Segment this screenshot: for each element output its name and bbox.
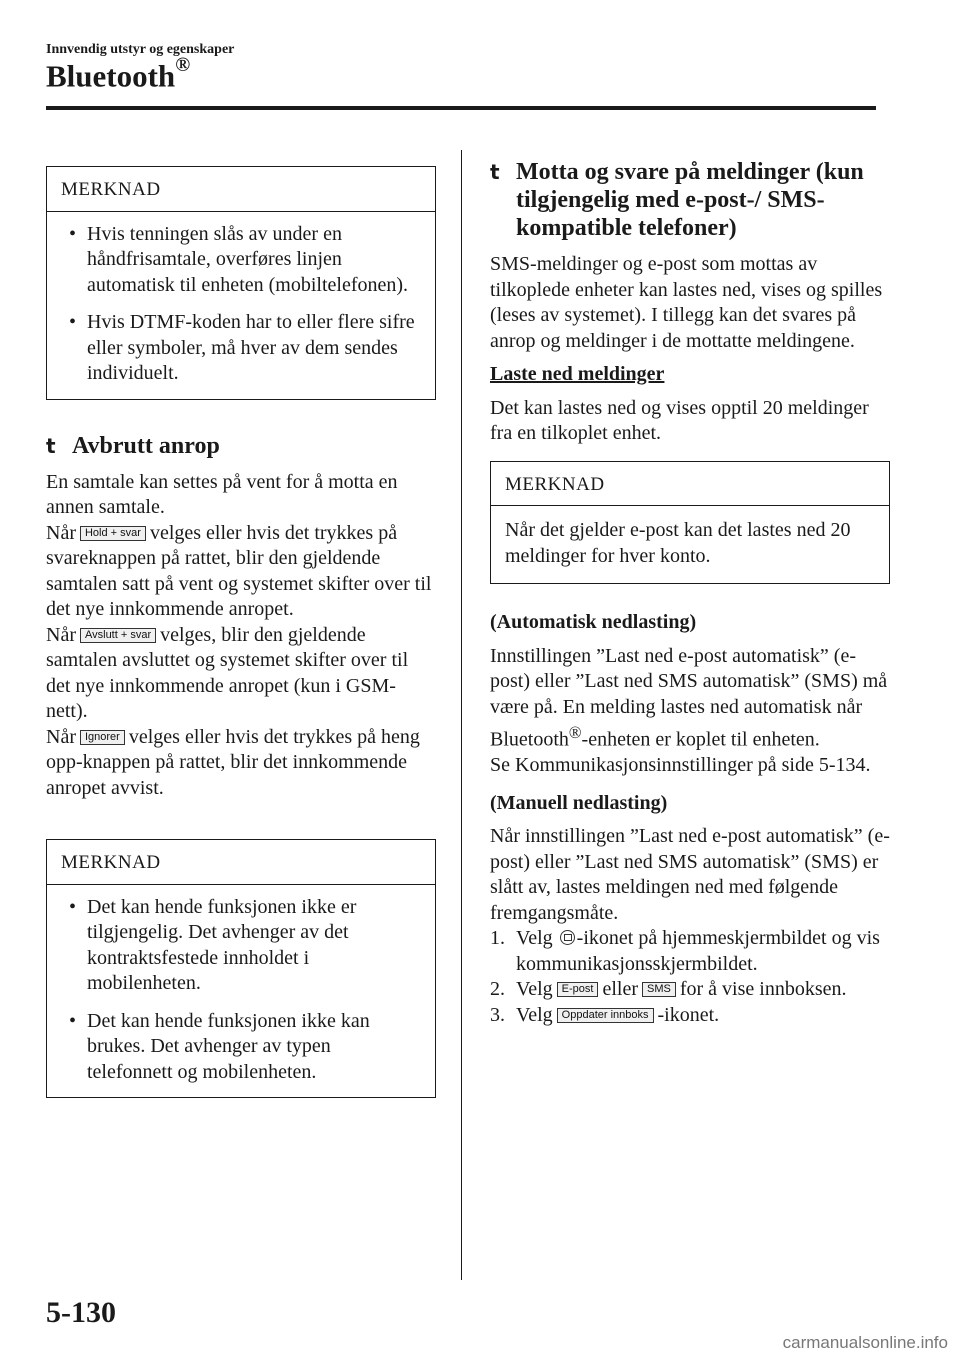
header-rule bbox=[46, 106, 876, 110]
registered-mark: ® bbox=[568, 723, 582, 742]
note-heading: MERKNAD bbox=[47, 840, 435, 885]
ignorer-button[interactable]: Ignorer bbox=[80, 730, 125, 745]
page-number: 5-130 bbox=[46, 1296, 116, 1329]
paragraph-henvisning: Se Kommunikasjonsinnstillinger på side 5-134. bbox=[490, 754, 871, 777]
page-title: Bluetooth® bbox=[46, 54, 191, 94]
paragraph-laste-ned: Det kan lastes ned og vises opptil 20 meldinger fra en tilkoplet enhet. bbox=[490, 396, 869, 444]
section-marker: t bbox=[46, 433, 56, 458]
section-title-meldinger: t Motta og svare på meldinger (kun tilgjengelig med e-post-/ SMS-kompatible telefoner) bbox=[490, 159, 864, 241]
note-item: • Hvis DTMF-koden har to eller flere sifre eller symboler, må hver av dem sendes individuelt. bbox=[61, 310, 421, 387]
note-box-tenning bbox=[46, 166, 436, 400]
right-column bbox=[490, 158, 890, 1028]
subheading-laste-ned: Laste ned meldinger bbox=[490, 363, 665, 385]
section-title-avbrutt-anrop: t Avbrutt anrop bbox=[46, 432, 220, 459]
watermark: carmanualsonline.info bbox=[782, 1333, 948, 1352]
step-item: 1. Velg -ikonet på hjemmeskjermbildet og vis kommunikasjonsskjermbildet. bbox=[490, 927, 880, 975]
note-heading: MERKNAD bbox=[491, 462, 889, 507]
registered-mark: ® bbox=[175, 54, 191, 76]
steps-list bbox=[490, 926, 890, 1028]
step-item: 3. Velg Oppdater innboks -ikonet. bbox=[490, 1003, 720, 1026]
paragraph-meldinger-intro: SMS-meldinger og e-post som mottas av tilkoplede enheter kan lastes ned, vises og spilles (leses av systemet). I tillegg kan det svares på anrop og meldinger i de mottatte meldingene. bbox=[490, 253, 883, 352]
paragraph-hold: Når Hold + svar velges eller hvis det trykkes på svareknappen på rattet, blir den gjeldende samtalen satt på vent og systemet skifter over til det nye innkommende anropet. bbox=[46, 521, 432, 620]
hold-svar-button[interactable]: Hold + svar bbox=[80, 526, 146, 541]
paragraph-intro: En samtale kan settes på vent for å motta en annen samtale. bbox=[46, 470, 398, 518]
note-heading: MERKNAD bbox=[47, 167, 435, 212]
note-item: • Det kan hende funksjonen ikke kan brukes. Det avhenger av typen telefonnett og mobilenheten. bbox=[61, 1009, 421, 1086]
subheading-manuell: (Manuell nedlasting) bbox=[490, 791, 668, 814]
note-box-funksjon bbox=[46, 839, 436, 1098]
avslutt-svar-button[interactable]: Avslutt + svar bbox=[80, 628, 156, 643]
note-text: Når det gjelder e-post kan det lastes ned 20 meldinger for hver konto. bbox=[505, 519, 851, 567]
note-item: • Det kan hende funksjonen ikke er tilgjengelig. Det avhenger av det kontraktsfestede innholdet i mobilenheten. bbox=[61, 895, 421, 997]
subheading-automatisk: (Automatisk nedlasting) bbox=[490, 611, 697, 633]
section-marker: t bbox=[490, 160, 500, 184]
paragraph-automatisk: Innstillingen ”Last ned e-post automatisk” (e-post) eller ”Last ned SMS automatisk” (SMS) må være på. En melding lastes ned automatisk når Bluetooth®-enheten er koplet til enheten. bbox=[490, 644, 888, 751]
note-box-epost bbox=[490, 461, 890, 585]
column-divider bbox=[461, 150, 462, 1280]
paragraph-avslutt: Når Avslutt + svar velges, blir den gjeldende samtalen avsluttet og systemet skifter over til det nye innkommende anropet (kun i GSM-nett). bbox=[46, 623, 409, 722]
left-column bbox=[46, 166, 436, 1130]
communication-icon[interactable] bbox=[560, 930, 575, 945]
note-item: • Hvis tenningen slås av under en håndfrisamtale, overføres linjen automatisk til enheten (mobiltelefonen). bbox=[61, 222, 421, 299]
oppdater-innboks-button[interactable]: Oppdater innboks bbox=[557, 1008, 654, 1023]
step-item: 2. Velg E-post eller SMS for å vise innboksen. bbox=[490, 978, 847, 1001]
paragraph-manuell: Når innstillingen ”Last ned e-post automatisk” (e-post) eller ”Last ned SMS automatisk” (SMS) er slått av, lastes meldingen ned med følgende fremgangsmåte. bbox=[490, 825, 890, 924]
paragraph-ignorer: Når Ignorer velges eller hvis det trykkes på heng opp-knappen på rattet, blir det innkommende anropet avvist. bbox=[46, 725, 420, 799]
epost-button[interactable]: E-post bbox=[557, 982, 599, 997]
sms-button[interactable]: SMS bbox=[642, 982, 676, 997]
running-header-section: Innvendig utstyr og egenskaper bbox=[46, 42, 235, 57]
